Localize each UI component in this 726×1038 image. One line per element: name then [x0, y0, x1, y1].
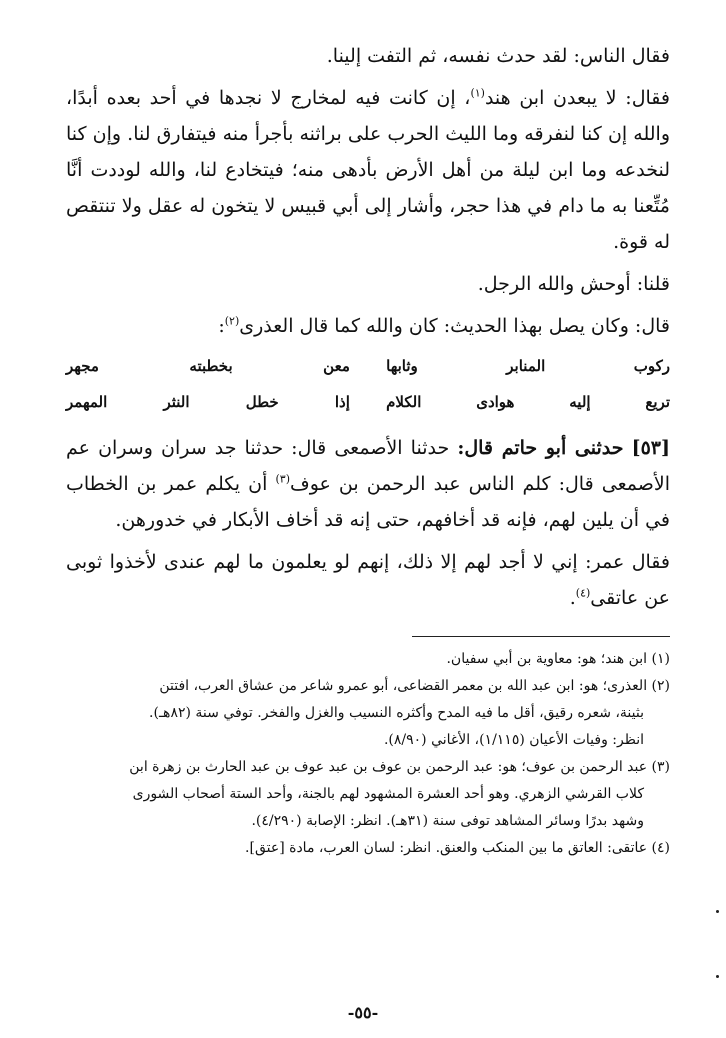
- scan-speck: [716, 910, 719, 913]
- footnote-ref-4[interactable]: (٤): [575, 586, 591, 600]
- poem-line-1: [66, 348, 670, 384]
- paragraph-1-text: فقال الناس: لقد حدث نفسه، ثم التفت إلينا.: [326, 45, 670, 67]
- paragraph-4-text-a: قال: وكان يصل بهذا الحديث: كان والله كما قال العذرى: [239, 315, 670, 337]
- paragraph-6: [66, 544, 670, 616]
- footnote-4: (٤) عاتقى: العاتق ما بين المنكب والعنق. انظر: لسان العرب، مادة [عتق].: [245, 840, 670, 856]
- paragraph-5: [66, 430, 670, 538]
- footnote-2-line-2: بثينة، شعره رقيق، أقل ما فيه المدح وأكثره النسيب والغزل والفخر. توفي سنة (٨٢هـ).: [149, 705, 644, 721]
- paragraph-3-text: قلنا: أوحش والله الرجل.: [477, 273, 670, 295]
- paragraph-4: [66, 308, 670, 344]
- isnad-lead: حدثنى أبو حاتم قال:: [457, 437, 624, 459]
- paragraph-5-text-b: أن يكلم عمر بن الخطاب في أن يلين لهم، فإنه قد أخافهم، حتى إنه قد أخاف الأبكار في خدورهن.: [66, 473, 670, 531]
- poem: [66, 348, 670, 420]
- footnote-3-line-2: كلاب القرشي الزهري. وهو أحد العشرة المشهود لهم بالجنة، وأحد الستة أصحاب الشورى: [132, 786, 644, 802]
- footnote-3-line-3: وشهد بدرًا وسائر المشاهد توفى سنة (٣١هـ). انظر: الإصابة (٤/٢٩٠).: [251, 813, 644, 829]
- footnote-ref-3[interactable]: (٣): [275, 472, 290, 486]
- poem-line-1-second-hemistich: معن بخطبته مجهر: [66, 357, 350, 375]
- paragraph-2-text-a: فقال: لا يبعدن ابن هند: [484, 87, 670, 109]
- scan-speck: [716, 975, 719, 978]
- paragraph-2-text-b: ، إن كانت فيه لمخارج لا نجدها في أحد بعده أبدًا، والله إن كنا لنفرقه وما الليث الحرب على براثنه بأجرأ منه فيتفارق لنا. وإن كنا لنخدعه وما ابن ليلة من أهل الأرض بأدهى منه؛ فيتخادع لنا، والله لوددت أنَّا مُتِّعنا به ما دام في هذا حجر، وأشار إلى أبي قبيس لا يتخون له عقل ولا تنتقص له قوة.: [66, 87, 670, 253]
- poem-line-1-first-hemistich: ركوب المنابر وثابها: [386, 357, 670, 375]
- page-number: -٥٥-: [347, 1003, 379, 1022]
- paragraph-3: [66, 266, 670, 302]
- report-number: [٥٣]: [631, 437, 670, 459]
- footnote-2-line-1: (٢) العذرى؛ هو: ابن عبد الله بن معمر القضاعى، أبو عمرو شاعر من عشاق العرب، افتتن: [159, 678, 670, 694]
- poem-line-2-second-hemistich: إذا خطل النثر المهمر: [66, 393, 350, 411]
- paragraph-1: [66, 38, 670, 74]
- paragraph-6-text-a: فقال عمر: إني لا أجد لهم إلا ذلك، إنهم لو يعلمون ما لهم عندى لأخذوا ثوبى عن عاتقى: [66, 551, 670, 609]
- footnote-2-line-3: انظر: وفيات الأعيان (١/١١٥)، الأغاني (٨/٩٠).: [383, 732, 644, 748]
- paragraph-6-text-b: .: [569, 587, 576, 609]
- paragraph-2: [66, 80, 670, 260]
- footnote-divider: [412, 636, 670, 637]
- footnote-1: (١) ابن هند؛ هو: معاوية بن أبي سفيان.: [446, 651, 670, 667]
- poem-line-2: [66, 384, 670, 420]
- page-content: [66, 38, 670, 863]
- footnote-ref-1[interactable]: (١): [470, 86, 485, 100]
- paragraph-4-text-b: :: [218, 315, 225, 337]
- footnote-ref-2[interactable]: (٢): [224, 314, 240, 328]
- footnote-3-line-1: (٣) عبد الرحمن بن عوف؛ هو: عبد الرحمن بن عوف بن عبد عوف بن عبد الحارث بن زهرة ابن: [129, 759, 670, 775]
- paragraph-5-text-a: حدثنا الأصمعى قال: حدثنا جد سران وسران عم الأصمعى قال: كلم الناس عبد الرحمن بن عوف: [66, 437, 670, 495]
- poem-line-2-first-hemistich: تريع إليه هوادى الكلام: [386, 393, 670, 411]
